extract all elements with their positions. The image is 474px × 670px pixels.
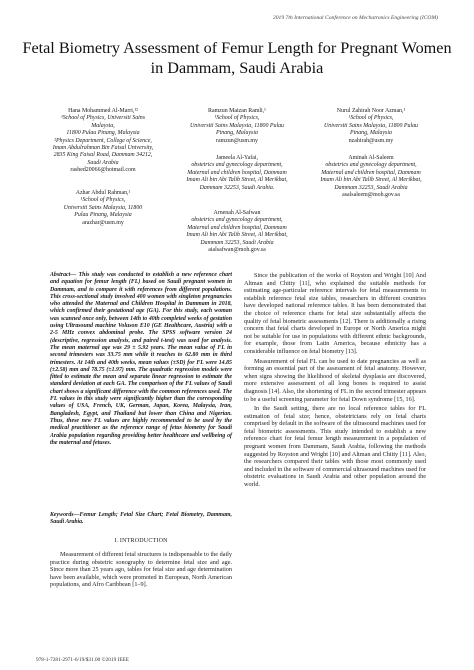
author-name: Arnenah Al-Safwan [213,210,261,216]
author-block-6 [36,190,170,227]
author-affiliation-line: Saudi Arabia [87,159,119,166]
author-affiliation-line: Maternal and children hospital, Dammam [187,169,287,176]
author-name: Nurul Zahirah Noor Azman,¹ [336,108,406,114]
author-affiliation-line: 11800 Pulau Pinang, Malaysia [66,130,140,137]
author-affiliation-line: Pinang, Malaysia [216,130,258,137]
author-affiliation-line: obstetrics and gynecology department, [325,162,417,169]
right-column [244,272,426,489]
author-affiliation-line: Maternal and children hospital, Dammam [187,224,287,231]
author-affiliation-line: Dammam 32253, Saudi Arabia [334,184,408,191]
author-email: asalsaleem@moh.gov.sa [342,192,400,199]
author-email: arazhar@usm.my [82,219,124,226]
author-affiliation-line: Universiti Sains Malaysia, 11800 [63,204,143,211]
author-name: Hana Mohammed Al-Marri,¹² [68,108,138,114]
author-affiliation-line: 2835 King Faisal Road, Dammam 34212, [53,152,153,159]
author-email: rashed20066@hotmail.com [70,167,136,174]
author-affiliation-line: Universiti Sains Malaysia, 11800 Pulau [190,122,284,129]
body-paragraph: Measurement of different fetal structures is indispensable to the daily practice during obstetric sonography to determine fetal size and age. Since more than 25 years ago, tables for fetal size and age determination have been available, which were promoted in European, North American populations, and Afro Caribbean [1–9]. [50,551,232,589]
author-affiliation-line: ¹School of Physics, Universiti Sains [60,115,146,122]
section-heading: I. INTRODUCTION [114,538,168,544]
author-affiliation-line: ¹School of Physics, [80,197,126,204]
author-affiliation-line: Imam Ali bin Abi Talib Street, Al Merikbat, [186,232,288,239]
author-block-4 [170,155,304,192]
author-block-5 [304,155,438,199]
author-affiliation-line: Universiti Sains Malaysia, 11800 Pulau [324,122,418,129]
author-block-3 [304,108,438,145]
author-affiliation-line: Dammam 32253, Saudi Arabia. [199,184,275,191]
author-affiliation-line: Pinang, Malaysia [350,130,392,137]
conference-header: 2019 7th International Conference on Mechatronics Engineering (ICOM) [272,15,438,21]
author-affiliation-line: ²Physics Department, College of Science, [54,137,152,144]
author-name: Ramzun Maizan Ramli,¹ [208,108,266,114]
author-affiliation-line: ¹School of Physics, [348,115,394,122]
author-affiliation-line: Imam Abdulrahman Bin Faisal University, [52,145,154,152]
author-affiliation-line: Maternal and children hospital, Dammam [321,169,421,176]
body-paragraph: Since the publication of the works of Royston and Wright [10] And Altman and Chitty [11], who explained the suitable methods for estimating age-particular reference intervals for fetal measurements to establish reference fetal size tables, researchers in different countries have developed national reference tables. It has been demonstrated that the choice of reference charts for fetal size substantially affects the quality of fetal biometric assessments [12]. There is additionally a rising concern that fetal charts developed in Europe or North America might not be suitable for use in populations with different ethnic backgrounds, for example, those from Latin America, because ethnicity has a considerable influence on fetal biometry [13]. [244,272,426,355]
paper-title: Fetal Biometry Assessment of Femur Length for Pregnant Women in Dammam, Saudi Arabia [22,39,452,77]
body-paragraph: Measurement of fetal FL can be used to date pregnancies as well as forming an essential part of the assessment of fetal anatomy. However, when signs showing the likelihood of skeletal dysplasia are discovered, more extensive assessment of all long bones is required to assist diagnosis [14]. Also, the shortening of FL in the second trimester appears to be a useful screening parameter for fetal Down syndrome [15, 16]. [244,357,426,403]
author-affiliation-line: obstetrics and gynecology department, [191,217,283,224]
author-email: ramzun@usm.my [216,137,258,144]
author-affiliation-line: Malaysia, [91,122,115,129]
keywords: Keywords—Femur Length; Fetal Size Chart; Fetal Biometry, Dammam, Saudi Arabia. [50,512,232,526]
author-name: Jameela Al-Yafai, [216,155,258,161]
author-block-2 [170,108,304,145]
author-block-7 [170,210,304,254]
author-affiliation-line: Pulau Pinang, Malaysia [74,212,132,219]
author-email: nzahirah@usm.my [348,137,394,144]
abstract: Abstract— This study was conducted to establish a new reference chart and equation for femur length (FL) based on Saudi pregnant women in Dammam, and to compare it with references from different populations. This cross-sectional study involved 400 women with singleton pregnancies who attended the Maternal and Children Hospital in Dammam in 2018, which confirmed their gestational age (GA). For this study, each woman was scanned once only, between 14th to 40th completed weeks of gestation using Ultrasound machine Voluson E10 (GE Healthcare, Austria) with a 2-5 MHz convex abdominal probe. The SPSS software version 24 (descriptive, regression analysis, and paired t-test) was used for analysis. The mean maternal age was 29 ± 5.92 years. The mean value of FL in second trimesters was 33.75 mm while it reaches to 62.80 mm in third trimesters. At 14th and 40th weeks, mean values (±SD) for FL were 14.85 (±2.58) mm and 78.75 (±1.97) mm. The quadratic regression models were fitted to estimate the mean and separate linear regression to estimate the standard deviation at each GA. The comparison of the FL values of Saudi chart shows a significant difference with the common references used. The FL values in this study were significantly higher than the corresponding values of USA, French, UK, German, Japan, Korea, Malaysia, Iran, Bangladesh, Egypt, and Thailand but lower than China and Nigerian. Thus, these new FL values are highly recommended to be used by the medical practitioner as the reference range of fetus biometry for Saudi Arabia population regarding providing better healthcare and wellbeing of the maternal and fetuses. [50,272,232,446]
author-affiliation-line: ¹School of Physics, [214,115,260,122]
author-affiliation-line: Imam Ali bin Abi Talib Street, Al Merikbat, [320,177,422,184]
intro-column-left [50,551,232,589]
author-name: Aminah Al-Saleem [348,155,394,161]
author-affiliation-line: Imam Ali bin Abi Talib Street, Al Merikbat, [186,177,288,184]
body-paragraph: In the Saudi setting, there are no local reference tables for FL estimation of fetal size; hence, obstetricians rely on fetal charts comprised by default in the software of the ultrasound machines used for fetal biometric assessments. This study intended to establish a new reference chart for fetal femur length measurement in a population of pregnant women from Dammam, Saudi Arabia, following the methods suggested by Royston and Wright [10] and Altman and Chitty [11]. Also, the researchers compared their tables with those most commonly used and included in the software of commercial ultrasound machines used for obstetric evaluations in Saudi Arabia and other population around the world. [244,405,426,489]
author-affiliation-line: Dammam 32253, Saudi Arabia [200,239,274,246]
author-name: Azhar Abdul Rahman,¹ [75,190,131,196]
author-email: aialsafwan@moh.gov.sa [208,247,266,254]
author-affiliation-line: obstetrics and gynecology department, [191,162,283,169]
copyright-footer: 978-1-7281-2971-6/19/$31.00 ©2019 IEEE [36,657,130,663]
author-block-1 [36,108,170,175]
